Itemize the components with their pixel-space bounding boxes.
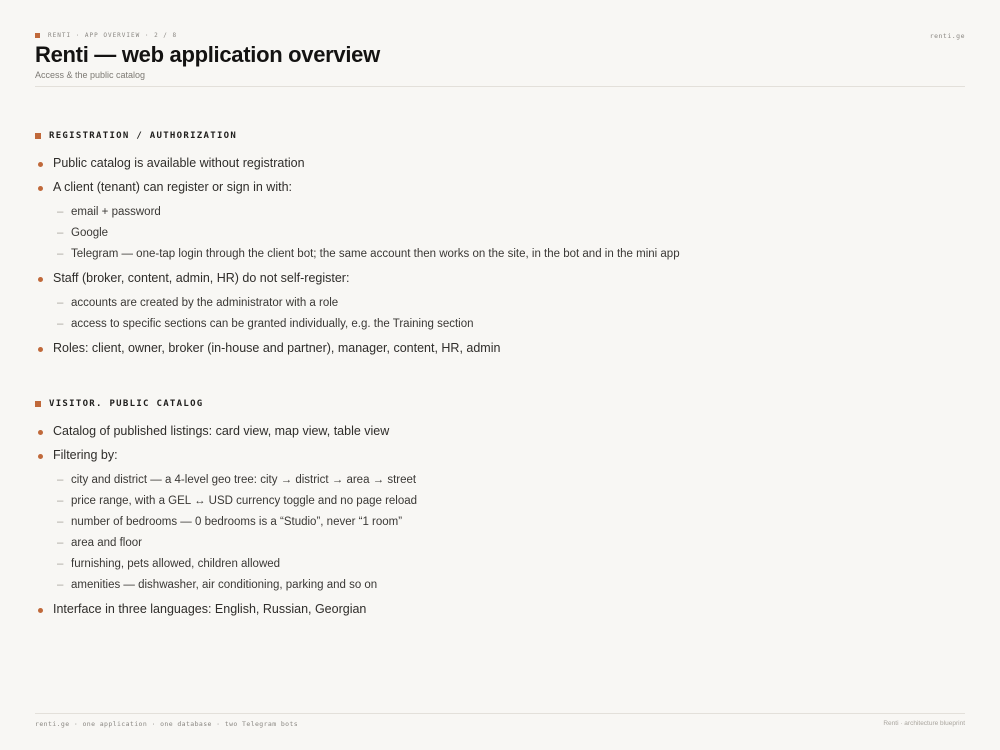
dash-icon: – [57,558,64,570]
list-item-text: Roles: client, owner, broker (in-house and partner), manager, content, HR, admin [53,341,501,355]
list-item-text: Staff (broker, content, admin, HR) do not self-register: [53,271,350,285]
dash-icon: – [57,248,64,260]
list-item [35,447,735,594]
dash-icon: – [57,474,64,486]
dash-icon: – [57,537,64,549]
bullet-icon [38,162,43,167]
sub-list-item-text: access to specific sections can be granted individually, e.g. the Training section [71,318,474,330]
section-heading-text: REGISTRATION / AUTHORIZATION [49,131,238,141]
list-item-text: A client (tenant) can register or sign in with: [53,180,293,194]
sub-list-item-text: amenities — dishwasher, air conditioning, parking and so on [71,579,378,591]
list-item [35,423,735,440]
section-heading-text: VISITOR. PUBLIC CATALOG [49,399,204,409]
sub-list-item [53,225,735,242]
sub-list-item [53,535,735,552]
bullet-icon [38,608,43,613]
footer-right-text: Renti · architecture blueprint [883,720,965,727]
sub-list-item [53,514,735,531]
header-divider [35,86,965,87]
sub-list-item-text: Telegram — one-tap login through the client bot; the same account then works on the site, in the bot and in the mini app [71,248,680,260]
sub-list [53,204,735,263]
sub-list-item [53,472,735,489]
site-label: renti.ge [929,32,965,40]
sub-list-item [53,316,735,333]
list-item-text: Filtering by: [53,448,118,462]
list-item [35,270,735,333]
accent-square-icon [35,133,41,139]
sub-list-item-text: city and district — a 4-level geo tree: city → district → area → street [71,474,417,486]
page-title: Renti — web application overview [35,42,380,67]
section-registration [35,130,735,364]
sub-list [53,295,735,333]
section-heading [35,398,735,410]
sub-list-item [53,577,735,594]
sub-list-item-text: number of bedrooms — 0 bedrooms is a “Studio”, never “1 room” [71,516,403,528]
bullet-icon [38,430,43,435]
bullet-icon [38,277,43,282]
dash-icon: – [57,206,64,218]
bullet-icon [38,454,43,459]
dash-icon: – [57,318,64,330]
page-subtitle: Access & the public catalog [35,70,146,80]
section-public-catalog [35,398,735,625]
sub-list-item [53,295,735,312]
bullet-list [35,423,735,618]
sub-list-item-text: area and floor [71,537,142,549]
list-item [35,155,735,172]
list-item-text: Interface in three languages: English, Russian, Georgian [53,602,367,616]
sub-list-item [53,493,735,510]
sub-list [53,472,735,594]
footer-divider [35,713,965,714]
sub-list-item-text: Google [71,227,109,239]
sub-list-item-text: furnishing, pets allowed, children allowed [71,558,281,570]
list-item-text: Public catalog is available without registration [53,156,305,170]
dash-icon: – [57,495,64,507]
bullet-icon [38,186,43,191]
sub-list-item-text: email + password [71,206,161,218]
list-item [35,601,735,618]
accent-square-icon [35,33,40,38]
sub-list-item [53,556,735,573]
list-item [35,340,735,357]
list-item-text: Catalog of published listings: card view, map view, table view [53,424,390,438]
sub-list-item [53,246,735,263]
dash-icon: – [57,516,64,528]
section-heading [35,130,735,142]
footer-left-text: renti.ge · one application · one database · two Telegram bots [35,720,299,728]
dash-icon: – [57,579,64,591]
slide-meta-text: RENTI · APP OVERVIEW · 2 / 8 [48,32,178,39]
list-item [35,179,735,263]
sub-list-item-text: accounts are created by the administrator with a role [71,297,339,309]
accent-square-icon [35,401,41,407]
bullet-icon [38,347,43,352]
bullet-list [35,155,735,357]
dash-icon: – [57,297,64,309]
sub-list-item [53,204,735,221]
slide-meta [35,32,177,39]
dash-icon: – [57,227,64,239]
sub-list-item-text: price range, with a GEL ↔ USD currency toggle and no page reload [71,495,418,507]
